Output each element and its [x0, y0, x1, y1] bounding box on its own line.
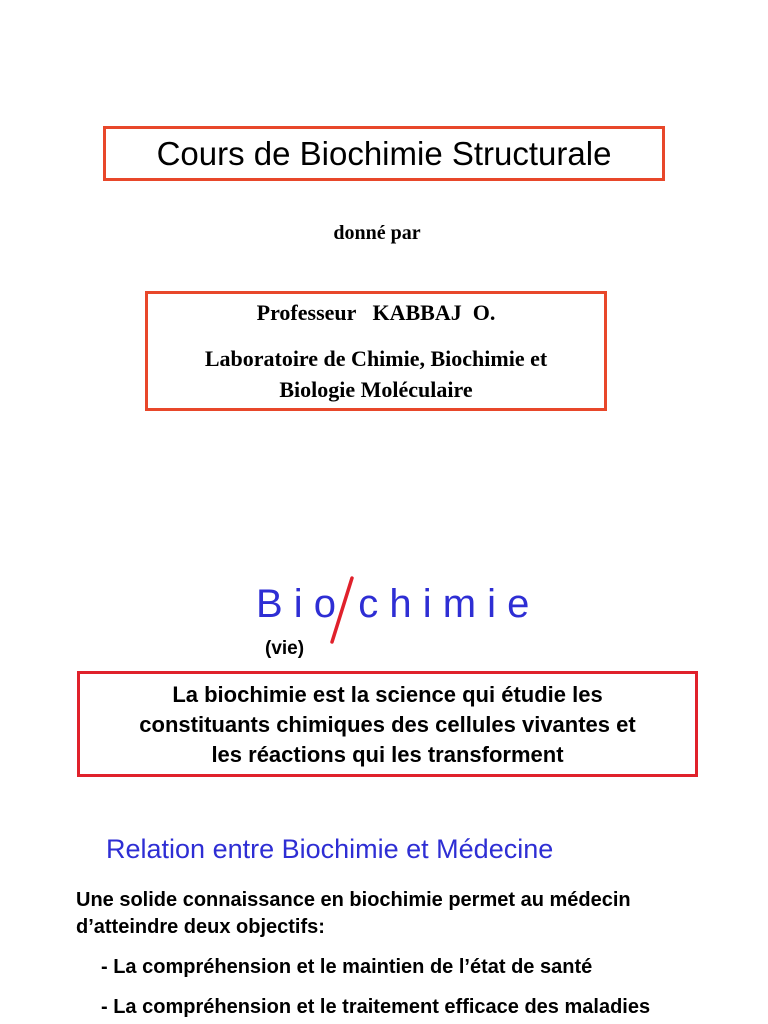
title-box	[103, 126, 665, 181]
definition-line-1: La biochimie est la science qui étudie les	[172, 682, 603, 707]
page-title: Cours de Biochimie Structurale	[156, 135, 612, 172]
laboratory-line-1: Laboratoire de Chimie, Biochimie et	[204, 346, 548, 371]
laboratory-line-2: Biologie Moléculaire	[279, 377, 473, 402]
professor-box	[145, 291, 607, 411]
definition-line-3: les réactions qui les transforment	[211, 742, 564, 767]
definition-line-2: constituants chimiques des cellules vivantes et	[139, 712, 636, 737]
intro-line-1: Une solide connaissance en biochimie permet au médecin	[76, 889, 631, 911]
bullet-item-1: - La compréhension et le maintien de l’état de santé	[101, 956, 593, 978]
definition-box	[77, 671, 698, 777]
red-slash-mark	[322, 574, 362, 646]
intro-line-2: d’atteindre deux objectifs:	[76, 916, 325, 938]
bullet-item-2: - La compréhension et le traitement efficace des maladies	[101, 996, 651, 1018]
given-by-label: donné par	[333, 222, 421, 244]
vie-label: (vie)	[265, 638, 305, 659]
biochimie-word: B i o c h i m i e	[256, 582, 530, 626]
section-heading: Relation entre Biochimie et Médecine	[106, 834, 554, 864]
professor-name: Professeur KABBAJ O.	[256, 300, 496, 325]
